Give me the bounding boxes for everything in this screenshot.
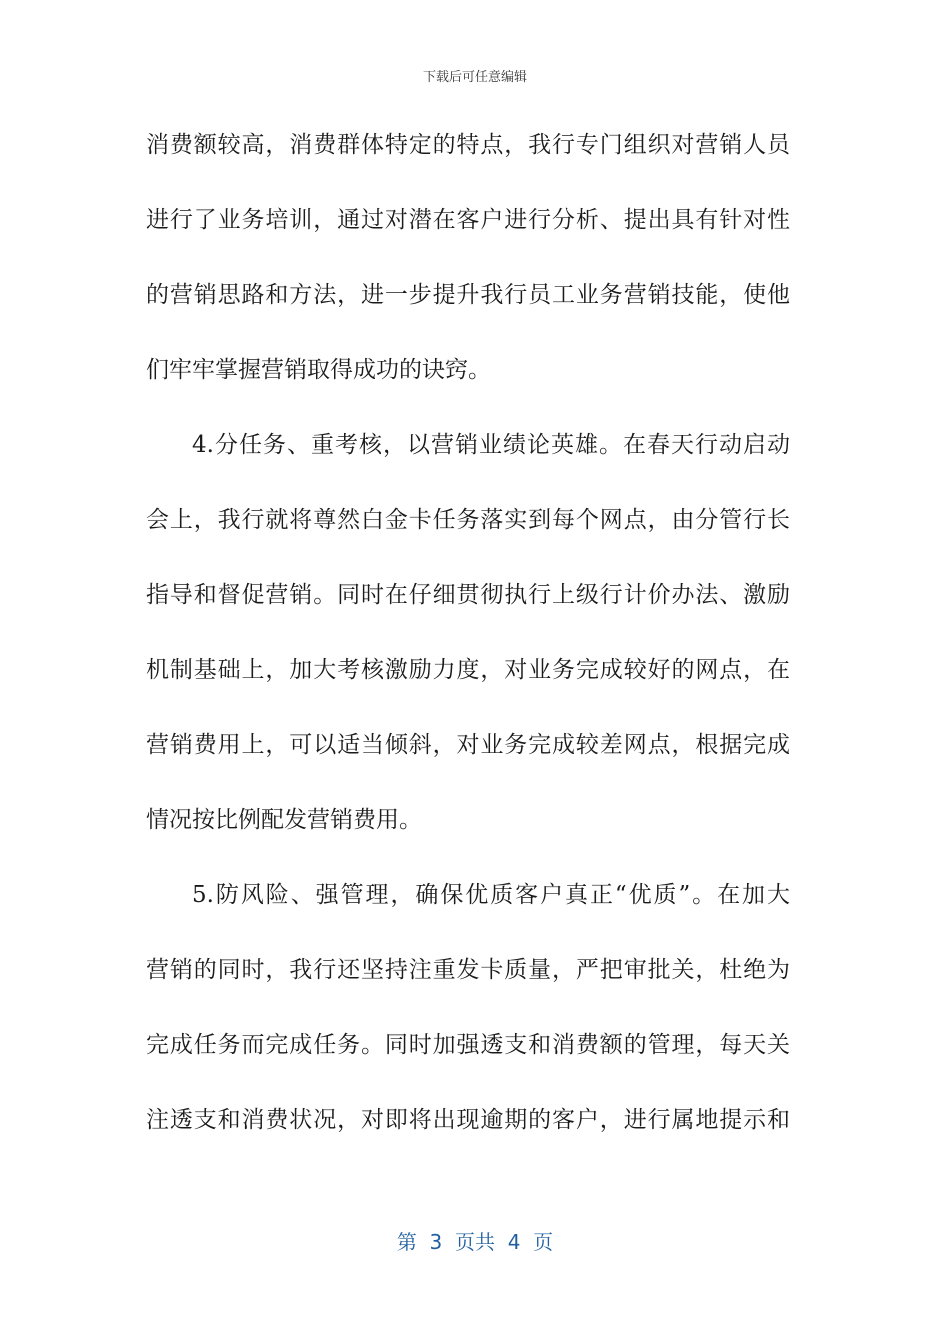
text-line: 进行了业务培训，通过对潜在客户进行分析、提出具有针对性 — [146, 207, 790, 233]
text-line: 指导和督促营销。同时在仔细贯彻执行上级行计价办法、激励 — [146, 582, 790, 608]
text-line: 注透支和消费状况，对即将出现逾期的客户，进行属地提示和 — [146, 1107, 790, 1133]
text-line: 4.分任务、重考核，以营销业绩论英雄。在春天行动启动 — [192, 432, 790, 458]
text-line: 5.防风险、强管理，确保优质客户真正“优质”。在加大 — [192, 882, 790, 908]
text-line: 的营销思路和方法，进一步提升我行员工业务营销技能，使他 — [146, 282, 790, 308]
text-line: 情况按比例配发营销费用。 — [146, 807, 422, 833]
document-body — [146, 122, 790, 1172]
text-line: 会上，我行就将尊然白金卡任务落实到每个网点，由分管行长 — [146, 507, 790, 533]
page-footer: 第 3 页共 4 页 — [396, 1230, 554, 1254]
text-line: 营销费用上，可以适当倾斜，对业务完成较差网点，根据完成 — [146, 732, 790, 758]
text-line: 完成任务而完成任务。同时加强透支和消费额的管理，每天关 — [146, 1032, 790, 1058]
text-line: 消费额较高，消费群体特定的特点，我行专门组织对营销人员 — [146, 132, 790, 158]
text-line: 们牢牢掌握营销取得成功的诀窍。 — [146, 357, 491, 383]
page-header: 下载后可任意编辑 — [422, 70, 527, 85]
text-line: 营销的同时，我行还坚持注重发卡质量，严把审批关，杜绝为 — [146, 957, 790, 983]
text-line: 机制基础上，加大考核激励力度，对业务完成较好的网点，在 — [146, 657, 790, 683]
